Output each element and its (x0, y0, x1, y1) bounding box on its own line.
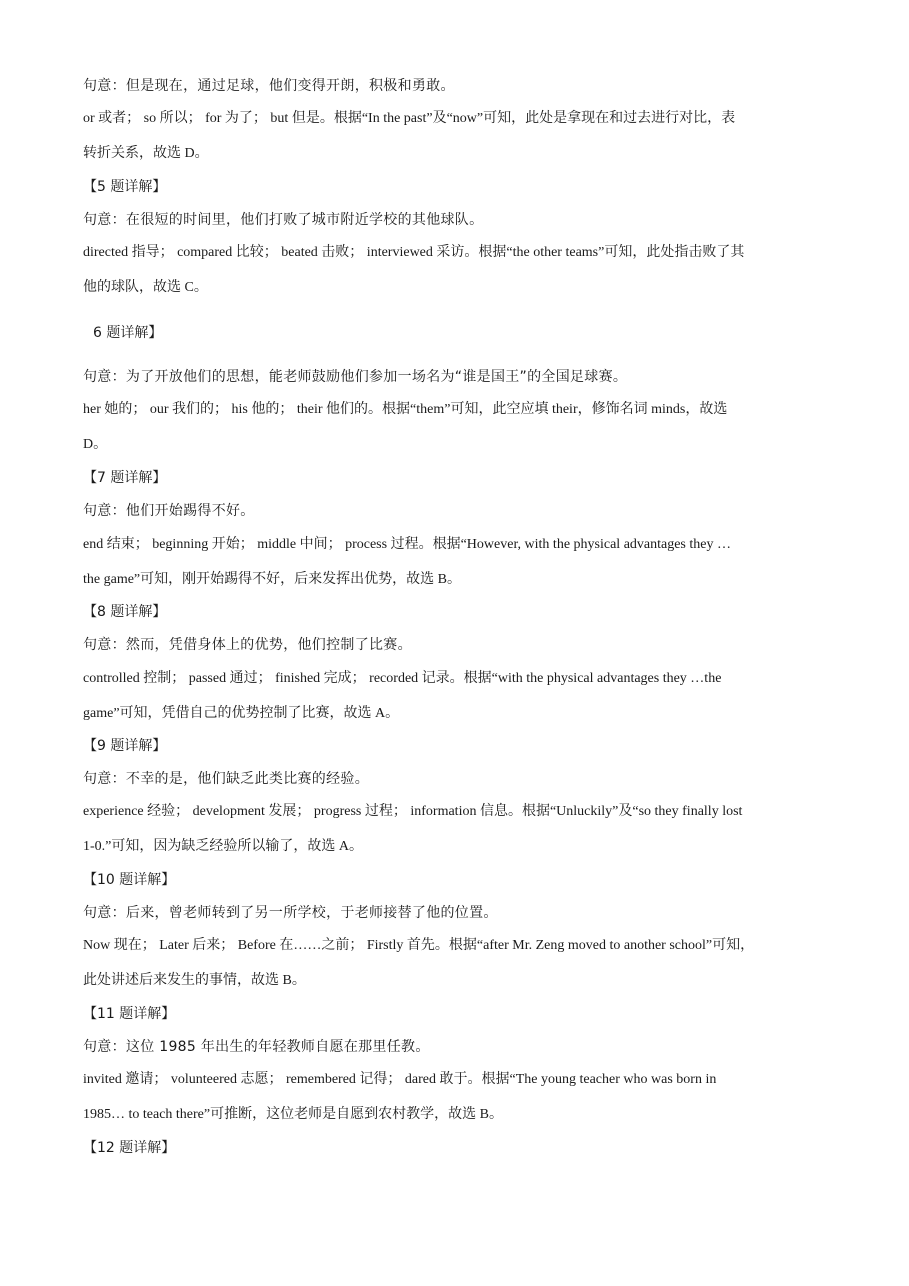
sentence-meaning-line: 句意：但是现在，通过足球，他们变得开朗，积极和勇敢。 (83, 78, 455, 94)
sentence-meaning-line: 句意：在很短的时间里，他们打败了城市附近学校的其他球队。 (83, 212, 484, 228)
option-analysis-line: 转折关系，故选 D。 (83, 146, 209, 161)
sentence-meaning-line: 句意：他们开始踢得不好。 (83, 503, 255, 519)
option-analysis-line: 此处讲述后来发生的事情，故选 B。 (83, 973, 306, 988)
option-analysis-line: end 结束； beginning 开始； middle 中间； process 过程。根据“However, with the physical advantages they … (83, 537, 731, 552)
option-analysis-line: the game”可知，刚开始踢得不好，后来发挥出优势，故选 B。 (83, 572, 461, 587)
question-heading: 【9 题详解】 (83, 738, 167, 754)
question-heading: 【8 题详解】 (83, 604, 167, 620)
question-heading: 【11 题详解】 (83, 1006, 176, 1022)
option-analysis-line: controlled 控制； passed 通过； finished 完成； recorded 记录。根据“with the physical advantages they …the (83, 671, 722, 686)
sentence-meaning-line: 句意：然而，凭借身体上的优势，他们控制了比赛。 (83, 637, 412, 653)
sentence-meaning-line: 句意：为了开放他们的思想，能老师鼓励他们参加一场名为“谁是国王”的全国足球赛。 (83, 369, 628, 385)
option-analysis-line: Now 现在； Later 后来； Before 在……之前； Firstly 首先。根据“after Mr. Zeng moved to another school”可知， (83, 938, 755, 953)
option-analysis-line: experience 经验； development 发展； progress 过程； information 信息。根据“Unluckily”及“so they finally lost (83, 804, 743, 819)
option-analysis-line: 1-0.”可知，因为缺乏经验所以输了，故选 A。 (83, 839, 363, 854)
option-analysis-line: directed 指导； compared 比较； beated 击败； interviewed 采访。根据“the other teams”可知，此处指击败了其 (83, 245, 745, 260)
sentence-meaning-line: 句意：这位 1985 年出生的年轻教师自愿在那里任教。 (83, 1039, 430, 1055)
sentence-meaning-line: 句意：不幸的是，他们缺乏此类比赛的经验。 (83, 771, 369, 787)
sentence-meaning-line: 句意：后来，曾老师转到了另一所学校，于老师接替了他的位置。 (83, 905, 498, 921)
question-heading: 【12 题详解】 (83, 1140, 176, 1156)
option-analysis-line: invited 邀请； volunteered 志愿； remembered 记得； dared 敢于。根据“The young teacher who was born in (83, 1072, 717, 1087)
question-heading: 6 题详解】 (93, 325, 163, 341)
option-analysis-line: her 她的； our 我们的； his 他的； their 他们的。根据“them”可知，此空应填 their，修饰名词 minds，故选 (83, 402, 728, 417)
option-analysis-line: game”可知，凭借自己的优势控制了比赛，故选 A。 (83, 706, 400, 721)
option-analysis-line: or 或者； so 所以； for 为了； but 但是。根据“In the past”及“now”可知，此处是拿现在和过去进行对比，表 (83, 111, 736, 126)
question-heading: 【5 题详解】 (83, 179, 167, 195)
option-analysis-line: 1985… to teach there”可推断，这位老师是自愿到农村教学，故选 B。 (83, 1107, 503, 1122)
question-heading: 【7 题详解】 (83, 470, 167, 486)
option-analysis-line: 他的球队，故选 C。 (83, 280, 208, 295)
question-heading: 【10 题详解】 (83, 872, 176, 888)
option-analysis-line: D。 (83, 437, 108, 452)
